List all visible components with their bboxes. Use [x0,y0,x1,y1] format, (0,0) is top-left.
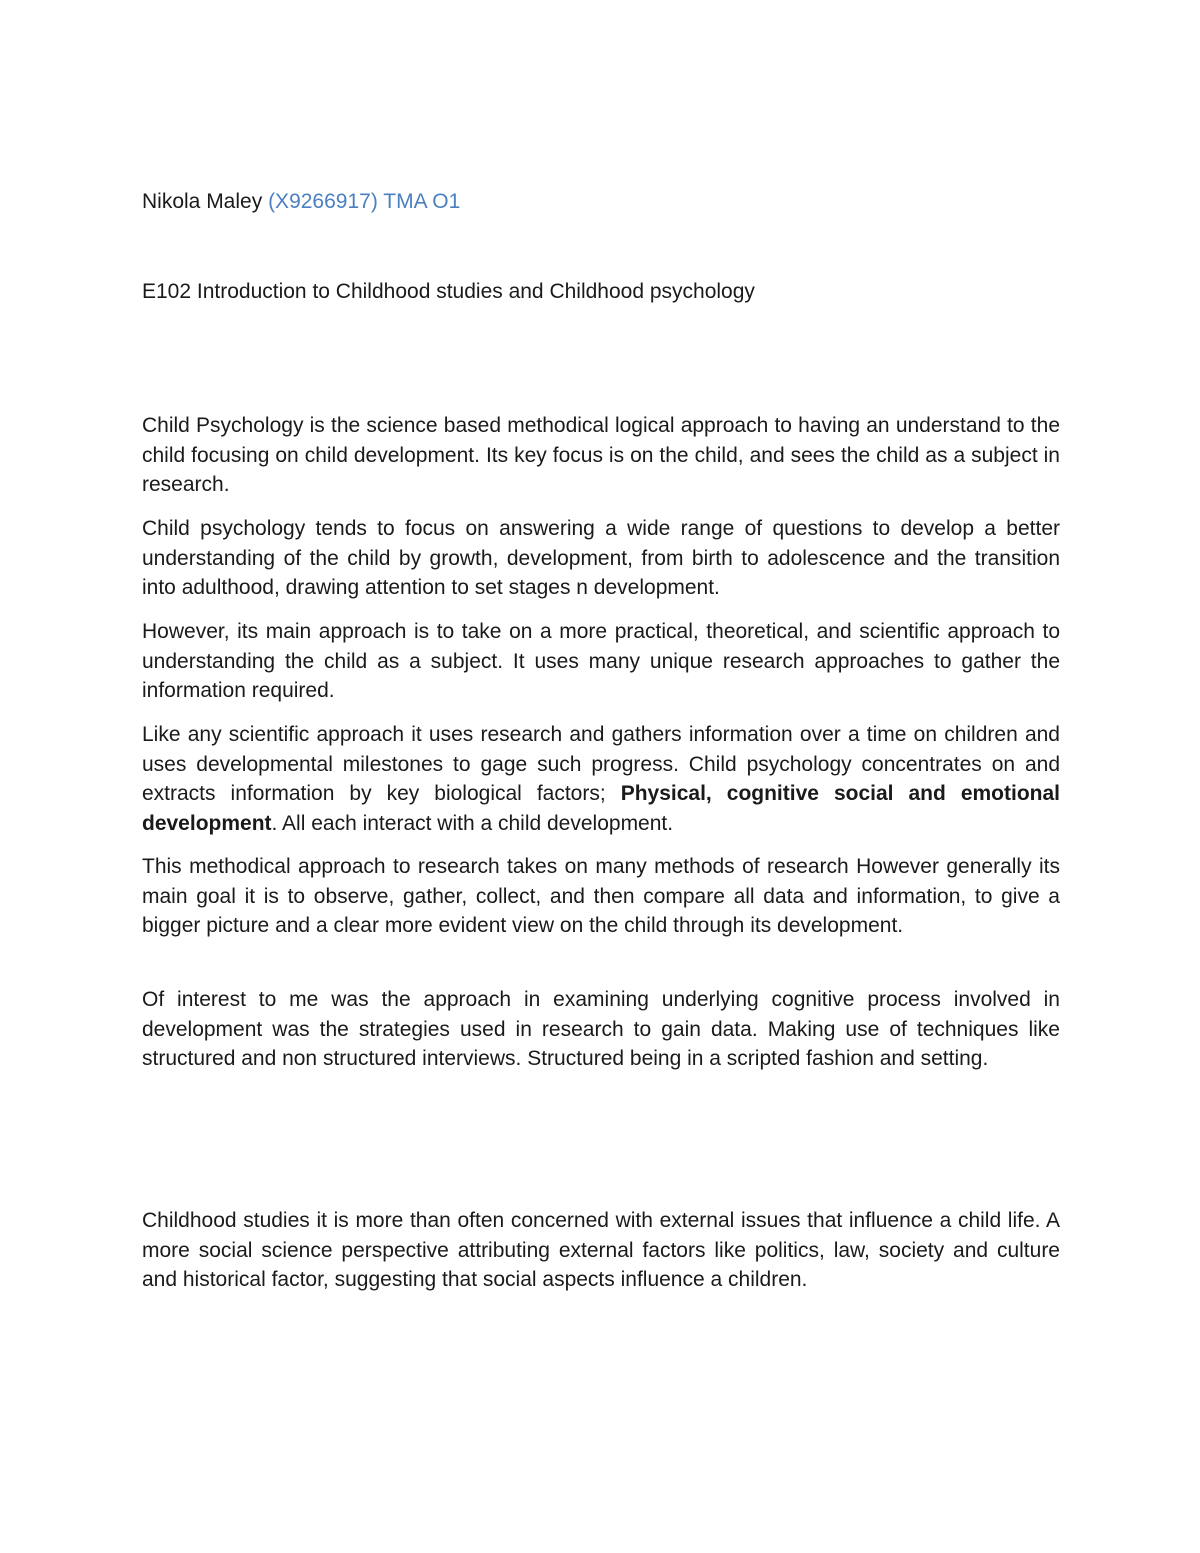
paragraph-methodical-approach: This methodical approach to research takes on many methods of research However generally its main goal it is to observe, gather, collect, and then compare all data and information, to give a bigger picture and a clear more evident view on the child through its development. [142,855,1060,938]
author-name: Nikola Maley [142,190,263,213]
paragraph-scientific-approach-text-end: . All each interact with a child development. [271,811,674,835]
course-title: E102 Introduction to Childhood studies and Childhood psychology [142,280,755,303]
paragraph-scientific-approach-bold-factors: Physical, cognitive social and emotional development [142,782,1060,835]
paragraph-child-psychology-definition: Child Psychology is the science based methodical logical approach to having an understand to the child focusing on child development. Its key focus is on the child, and sees the child as a subject in research. [142,414,1060,497]
paragraph-scientific-approach-text-start: Like any scientific approach it uses research and gathers information over a time on children and uses developmental milestones to gage such progress. Child psychology concentrates on and extracts information by key biological factors; [142,723,1060,806]
paragraph-personal-interest: Of interest to me was the approach in examining underlying cognitive process involved in development was the strategies used in research to gain data. Making use of techniques like structured and non structured interviews. Structured being in a scripted fashion and setting. [142,988,1060,1071]
paragraph-main-approach: However, its main approach is to take on a more practical, theoretical, and scientific approach to understanding the child as a subject. It uses many unique research approaches to gather the information required. [142,620,1060,703]
paragraph-child-psychology-focus: Child psychology tends to focus on answering a wide range of questions to develop a better understanding of the child by growth, development, from birth to adolescence and the transition into adulthood, drawing attention to set stages n development. [142,517,1060,600]
author-header [142,186,460,218]
student-id-and-assignment: (X9266917) TMA O1 [268,190,461,213]
paragraph-childhood-studies: Childhood studies it is more than often concerned with external issues that influence a child life. A more social science perspective attributing external factors like politics, law, society and culture and historical factor, suggesting that social aspects influence a children. [142,1209,1060,1292]
paragraph-scientific-approach [142,720,1060,838]
